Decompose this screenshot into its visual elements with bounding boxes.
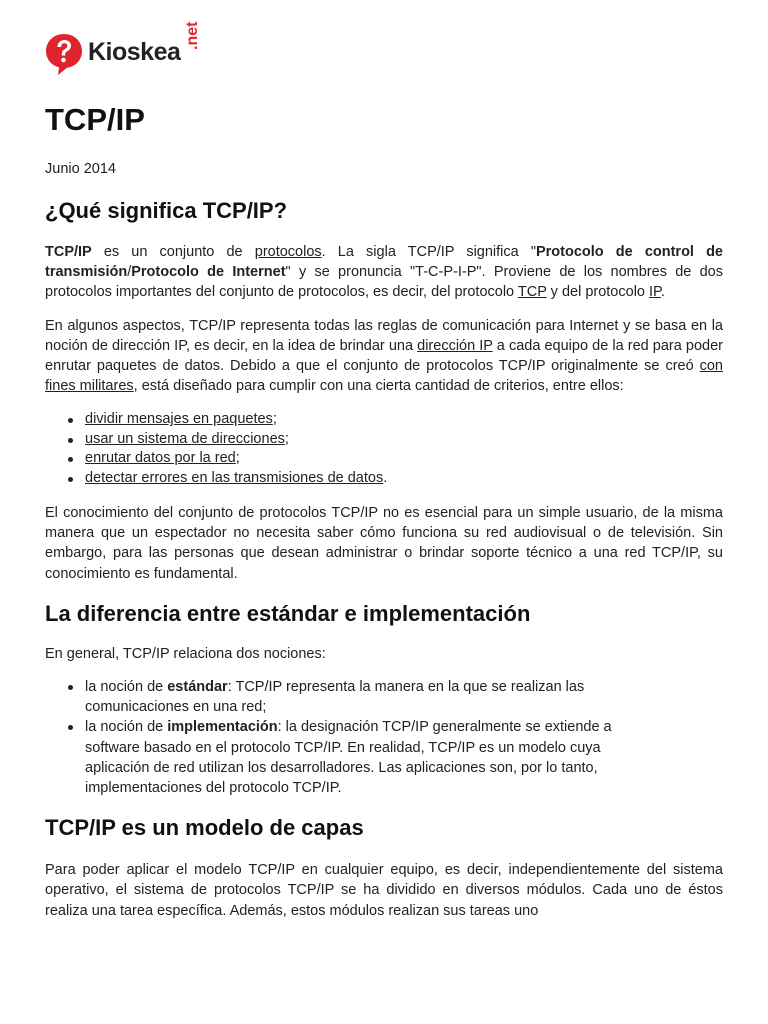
criteria-list — [45, 410, 723, 488]
list-item: enrutar datos por la red; — [85, 449, 723, 468]
paragraph-intro-notions: En general, TCP/IP relaciona dos nociones: — [45, 645, 326, 662]
page-title: TCP/IP — [45, 102, 145, 137]
link-direccion-ip[interactable]: dirección IP — [417, 337, 493, 354]
section-heading-standard: La diferencia entre estándar e implementación — [45, 600, 531, 626]
paragraph-layers: Para poder aplicar el modelo TCP/IP en cualquier equipo, es decir, independientemente del sistema operativo, el sistema de protocolos TCP/IP se ha dividido en diversos módulos. Cada uno de éstos realiza una tarea específica. Además, estos módulos realizan sus tareas uno — [45, 862, 723, 919]
link-protocolos[interactable]: protocolos — [254, 244, 322, 260]
logo-wordmark: Kioskea — [88, 38, 181, 66]
list-item: la noción de estándar: TCP/IP representa la manera en la que se realizan las comunicaciones en una red; — [85, 677, 663, 717]
notions-list — [45, 677, 723, 798]
list-item: la noción de implementación: la designación TCP/IP generalmente se extiende a software basado en el protocolo TCP/IP. En realidad, TCP/IP es un modelo cuya aplicación de red utilizan los desarrolladores. Las aplicaciones son, por lo tanto, implementaciones del protocolo TCP/IP. — [85, 717, 663, 798]
article-body — [45, 98, 723, 921]
link-dividir-mensajes[interactable]: dividir mensajes en paquetes — [85, 411, 273, 428]
section-heading-what-is: ¿Qué significa TCP/IP? — [45, 198, 288, 223]
term-implementacion: implementación — [167, 719, 278, 736]
paragraph-definition: TCP/IP es un conjunto de protocolos. La sigla TCP/IP significa "Protocolo de control de transmisión/Protocolo de Internet" y se pronuncia "T-C-P-I-P". Proviene de los nombres de dos protocolos importantes del conjunto de protocolos, es decir, del protocolo TCP y del protocolo IP. — [45, 244, 723, 301]
publish-date: Junio 2014 — [45, 161, 116, 177]
link-fines-militares[interactable]: con fines militares — [45, 358, 723, 395]
term-estandar: estándar — [167, 679, 228, 696]
question-bubble-icon — [44, 32, 84, 76]
list-item: dividir mensajes en paquetes; — [85, 410, 723, 429]
link-ip[interactable]: IP — [649, 284, 661, 301]
link-sistema-direcciones[interactable]: usar un sistema de direcciones — [85, 430, 285, 447]
section-heading-layers: TCP/IP es un modelo de capas — [45, 815, 364, 841]
term-tcpip: TCP/IP — [45, 244, 92, 260]
paragraph-knowledge: El conocimiento del conjunto de protocolos TCP/IP no es esencial para un simple usuario, de la misma manera que un espectador no necesita saber cómo funciona su red audiovisual o de televisión. Sin embargo, para las personas que desean administrar o brindar soporte técnico a una red TCP/IP, su conocimiento es fundamental. — [45, 505, 723, 582]
logo-tld: .net — [184, 21, 201, 50]
link-tcp[interactable]: TCP — [517, 284, 547, 301]
paragraph-rules: En algunos aspectos, TCP/IP representa todas las reglas de comunicación para Internet y se basa en la noción de dirección IP, es decir, en la idea de brindar una dirección IP a cada equipo de la red para poder enrutar paquetes de datos. Debido a que el conjunto de protocolos TCP/IP originalmente se creó con fines militares, está diseñado para cumplir con una cierta cantidad de criterios, entre ellos: — [45, 317, 723, 395]
list-item: detectar errores en las transmisiones de datos. — [85, 469, 723, 488]
link-enrutar-datos[interactable]: enrutar datos por la red — [85, 450, 236, 467]
list-item: usar un sistema de direcciones; — [85, 430, 723, 449]
link-detectar-errores[interactable]: detectar errores en las transmisiones de datos — [85, 469, 384, 486]
